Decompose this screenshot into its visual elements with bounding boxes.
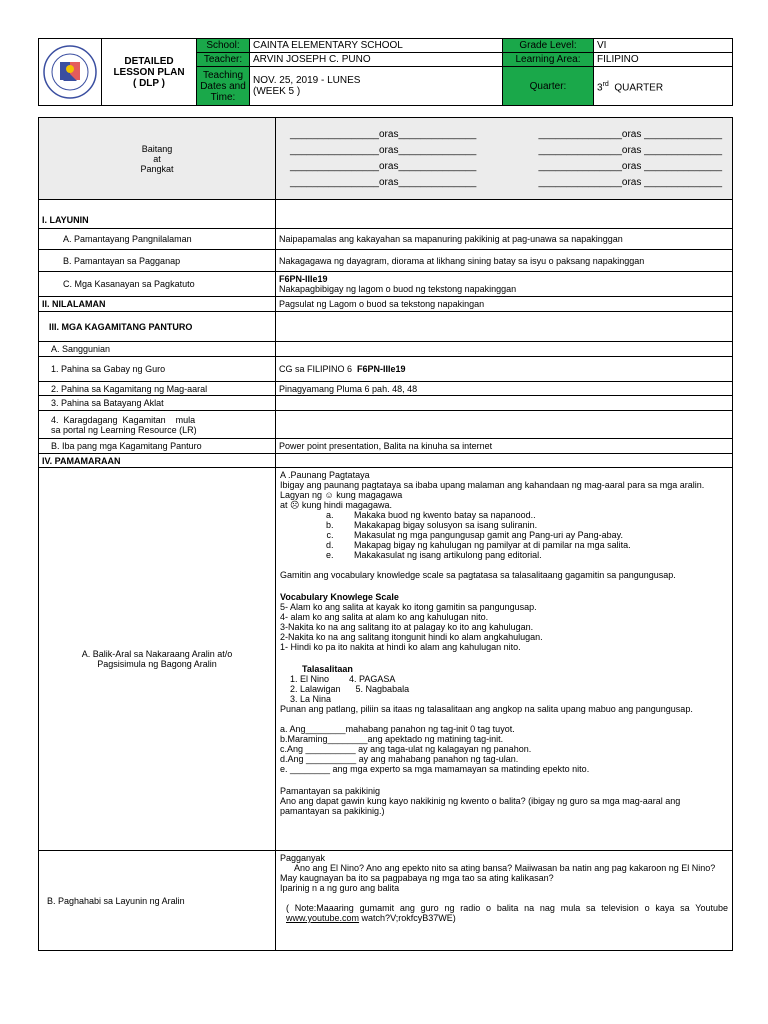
quarter-text: QUARTER <box>608 82 664 94</box>
balik-aral-label <box>39 468 276 851</box>
content-line: A .Paunang Pagtataya <box>280 470 370 480</box>
talasalitaan-line: 2. Lalawigan 5. Nagbabala <box>290 684 410 694</box>
sanggunian-label: A. Sanggunian <box>39 342 276 357</box>
fill-line: c.Ang __________ ay ang taga-ulat ng kalagayan ng panahon. <box>280 744 532 754</box>
iba-pang-value: Power point presentation, Balita na kinuha sa internet <box>276 439 733 454</box>
dates-line: NOV. 25, 2019 - LUNES <box>253 75 361 87</box>
content-line: Lagyan ng ☺ kung magagawa <box>280 490 403 500</box>
dlp-title-cell <box>102 39 197 106</box>
dates-label-line: Dates and <box>200 80 246 92</box>
lesson-plan-table <box>38 117 733 951</box>
oras-line: _______________oras ______________ <box>538 144 722 156</box>
pamantayan-title: Pamantayan sa pakikinig <box>280 786 381 796</box>
note-tail: watch?V;rokfcyB37WE) <box>359 913 456 923</box>
lr-portal-line: sa portal ng Learning Resource (LR) <box>51 424 197 435</box>
gabay-guro-label: 1. Pahina sa Gabay ng Guro <box>39 357 276 382</box>
kagamitan-heading: III. MGA KAGAMITANG PANTURO <box>39 312 276 342</box>
vks-line: 5- Alam ko ang salita at kayak ko itong gamitin sa pangungusap. <box>280 602 537 612</box>
punan-text: Punan ang patlang, piliin sa itaas ng talasalitaan ang angkop na salita upang mabuo ang pangungusap. <box>280 704 693 714</box>
vks-line: 3-Nakita ko na ang salitang ito at palagay ko ito ang kahulugan. <box>280 622 534 632</box>
list-item: c. Makasulat ng mga pangungusap gamit ang Pang-uri ay Pang-abay. <box>336 530 728 540</box>
oras-line: ________________oras______________ <box>290 128 477 140</box>
talasalitaan-line: 3. La Nina <box>290 694 332 704</box>
pamantayang-label: A. Pamantayang Pangnilalaman <box>39 229 276 250</box>
baitang-label-line: at <box>153 153 161 164</box>
deped-seal-cell <box>39 39 102 106</box>
content-line: Ibigay ang paunang pagtataya sa ibaba upang malaman ang kahandaan ng mag-aaral para sa mga aralin. <box>280 480 705 490</box>
nilalaman-value: Pagsulat ng Lagom o buod sa tekstong napakingan <box>276 297 733 312</box>
list-item: b. Makakapag bigay solusyon sa isang suliranin. <box>336 520 728 530</box>
layunin-empty <box>276 200 733 229</box>
dates-value <box>250 67 503 106</box>
dlp-title-line: ( DLP ) <box>132 77 166 89</box>
dlp-title-line: LESSON PLAN <box>113 66 185 78</box>
kasanayan-cell <box>276 272 733 297</box>
fill-line: e. ________ ang mga experto sa mga mamamayan sa matinding epekto nito. <box>280 764 590 774</box>
note-body: ( Note:Maaaring gumamit ang guro ng radio o balita na nag mula sa television o kaya sa Youtube <box>286 903 728 913</box>
fill-line: a. Ang________mahabang panahon ng tag-init 0 tag tuyot. <box>280 724 515 734</box>
oras-line: ________________oras______________ <box>290 160 477 172</box>
balik-aral-line: A. Balik-Aral sa Nakaraang Aralin at/o <box>81 649 233 659</box>
dates-label-line: Teaching <box>202 69 244 81</box>
vks-line: 1- Hindi ko pa ito nakita at hindi ko alam ang kahulugan nito. <box>280 642 521 652</box>
talasalitaan-line: 1. El Nino 4. PAGASA <box>290 674 396 684</box>
area-value: FILIPINO <box>594 53 733 67</box>
dates-label-line: Time: <box>210 91 236 103</box>
oras-line: ________________oras______________ <box>290 144 477 156</box>
kasanayan-value: Nakapagbibigay ng lagom o buod ng tekstong napakinggan <box>279 284 517 294</box>
pagtataya-list <box>280 510 728 560</box>
baitang-label-line: Pangkat <box>140 163 174 174</box>
content-line: at ☹ kung hindi magagawa. <box>280 500 392 510</box>
lr-portal-label <box>39 411 276 439</box>
lr-portal-empty <box>276 411 733 439</box>
baitang-label-cell <box>39 118 276 200</box>
pagganap-value: Nakagagawa ng dayagram, diorama at likhang sining batay sa isyu o paksang napakinggan <box>276 250 733 272</box>
kasanayan-code: F6PN-IIIe19 <box>279 274 328 284</box>
mag-aaral-value: Pinagyamang Pluma 6 pah. 48, 48 <box>276 382 733 396</box>
header-table <box>38 38 733 106</box>
vks-line: 4- alam ko ang salita at alam ko ang kahulugan nito. <box>280 612 489 622</box>
balik-aral-line: Pagsisimula ng Bagong Aralin <box>97 659 217 669</box>
vks-title: Vocabulary Knowlege Scale <box>280 592 399 602</box>
oras-line: _______________oras ______________ <box>538 176 722 188</box>
pamamaraan-empty <box>276 454 733 468</box>
gamitin-text: Gamitin ang vocabulary knowledge scale sa pagtatasa sa talasalitaang gagamitin sa pangungusap. <box>280 570 676 580</box>
quarter-number: 3 <box>597 82 603 94</box>
quarter-label: Quarter: <box>503 67 594 106</box>
teacher-value: ARVIN JOSEPH C. PUNO <box>250 53 503 67</box>
quarter-value <box>594 67 733 106</box>
deped-seal-icon <box>43 45 97 99</box>
pamantayan-text: Ano ang dapat gawin kung kayo nakikinig ng kwento o balita? (ibigay ng guro sa mga mag-aaral ang pamantayan sa pakikinig.) <box>280 796 681 816</box>
mag-aaral-label: 2. Pahina sa Kagamitang ng Mag-aaral <box>39 382 276 396</box>
youtube-link[interactable]: www.youtube.com <box>286 913 360 923</box>
school-value: CAINTA ELEMENTARY SCHOOL <box>250 39 503 53</box>
oras-line: _______________oras ______________ <box>538 160 722 172</box>
lr-portal-line: 4. Karagdagang Kagamitan mula <box>51 414 196 425</box>
gabay-guro-cell <box>276 357 733 382</box>
balik-aral-content <box>276 468 733 851</box>
paghahabi-content <box>276 851 733 951</box>
layunin-heading: I. LAYUNIN <box>39 200 276 229</box>
teacher-label: Teacher: <box>197 53 250 67</box>
grade-label: Grade Level: <box>503 39 594 53</box>
kagamitan-empty <box>276 312 733 342</box>
pamamaraan-heading: IV. PAMAMARAAN <box>39 454 276 468</box>
oras-cell <box>276 118 733 200</box>
vks-line: 2-Nakita ko na ang salitang itongunit hindi ko alam angkahulugan. <box>280 632 543 642</box>
pagganyak-line: Iparinig n a ng guro ang balita <box>280 883 400 893</box>
pagganap-label: B. Pamantayan sa Pagganap <box>39 250 276 272</box>
nilalaman-heading: II. NILALAMAN <box>39 297 276 312</box>
pamantayang-value: Naipapamalas ang kakayahan sa mapanuring pakikinig at pag-unawa sa napakinggan <box>276 229 733 250</box>
iba-pang-label: B. Iba pang mga Kagamitang Panturo <box>39 439 276 454</box>
baitang-label-line: Baitang <box>141 143 173 154</box>
list-item: e. Makakasulat ng isang artikulong pang editorial. <box>336 550 728 560</box>
list-item: d. Makapag bigay ng kahulugan ng pamilyar at di pamilar na mga salita. <box>336 540 728 550</box>
kasanayan-label: C. Mga Kasanayan sa Pagkatuto <box>39 272 276 297</box>
fill-line: b.Maraming________ang apektado ng matining tag-init. <box>280 734 504 744</box>
oras-line: ________________oras______________ <box>290 176 477 188</box>
paghahabi-label: B. Paghahabi sa Layunin ng Aralin <box>39 851 276 951</box>
quarter-suffix: rd <box>602 81 609 89</box>
sanggunian-empty <box>276 342 733 357</box>
dlp-title-line: DETAILED <box>124 55 174 67</box>
area-label: Learning Area: <box>503 53 594 67</box>
oras-column-right <box>538 127 722 191</box>
batayang-aklat-empty <box>276 396 733 411</box>
dates-label <box>197 67 250 106</box>
oras-line: _______________oras ______________ <box>538 128 722 140</box>
note-text <box>280 903 728 923</box>
oras-column-left <box>290 127 476 191</box>
fill-line: d.Ang __________ ay ang mahabang panahon ng tag-ulan. <box>280 754 519 764</box>
batayang-aklat-label: 3. Pahina sa Batayang Aklat <box>39 396 276 411</box>
gabay-guro-code: F6PN-IIIe19 <box>357 364 406 374</box>
list-item: a. Makaka buod ng kwento batay sa napanood.. <box>336 510 728 520</box>
pagganyak-text: Ano ang El Nino? Ano ang epekto nito sa ating bansa? Maiiwasan ba natin ang pag kakaroon ng El Nino? May kaugnayan ba ito sa pagpabaya ng mga tao sa ating kalikasan? <box>280 863 716 883</box>
school-label: School: <box>197 39 250 53</box>
pagganyak-title: Pagganyak <box>280 853 326 863</box>
talasalitaan-title: Talasalitaan <box>302 664 353 674</box>
gabay-guro-value: CG sa FILIPINO 6 <box>279 364 358 374</box>
dates-line: (WEEK 5 ) <box>253 86 301 98</box>
grade-value: VI <box>594 39 733 53</box>
